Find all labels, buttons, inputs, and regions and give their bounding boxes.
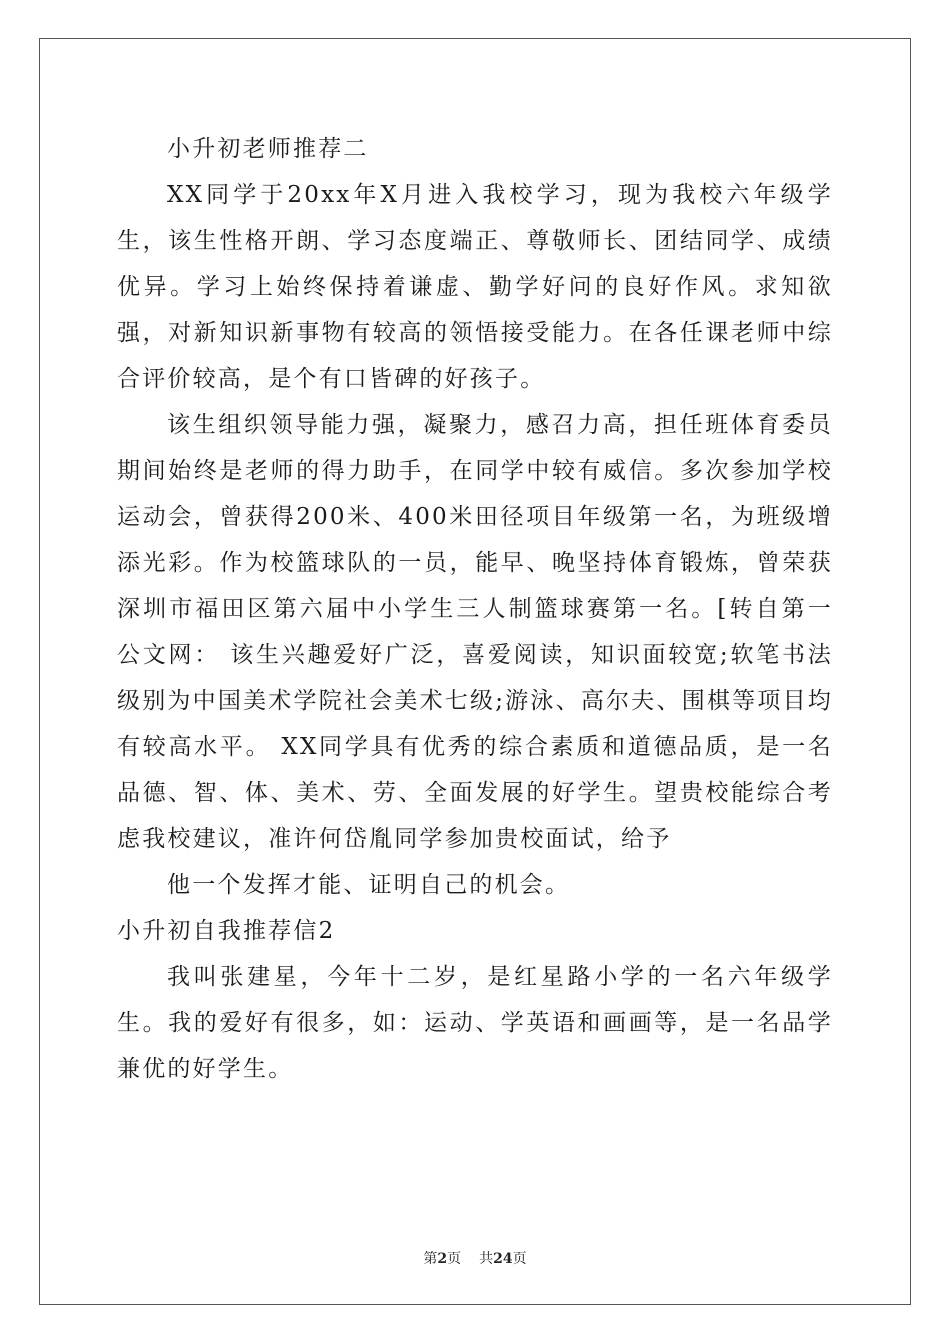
page-prefix: 第 bbox=[423, 1251, 438, 1267]
total-suffix: 页 bbox=[512, 1251, 527, 1267]
page-total: 24 bbox=[493, 1251, 513, 1267]
section-title: 小升初老师推荐二 bbox=[167, 136, 369, 162]
page-current: 2 bbox=[437, 1251, 448, 1267]
document-body bbox=[117, 126, 833, 1092]
section-title: 小升初自我推荐信2 bbox=[117, 918, 336, 944]
page-footer bbox=[0, 1248, 950, 1268]
total-prefix: 共 bbox=[479, 1251, 494, 1267]
paragraph: XX同学于20xx年X月进入我校学习，现为我校六年级学生，该生性格开朗、学习态度端正、尊敬师长、团结同学、成绩优异。学习上始终保持着谦虚、勤学好问的良好作风。求知欲强，对新知识新事物有较高的领悟接受能力。在各任课老师中综合评价较高，是个有口皆碑的好孩子。 bbox=[117, 182, 833, 392]
paragraph: 该生组织领导能力强，凝聚力，感召力高，担任班体育委员期间始终是老师的得力助手，在同学中较有威信。多次参加学校运动会，曾获得200米、400米田径项目年级第一名，为班级增添光彩。作为校篮球队的一员，能早、晚坚持体育锻炼，曾荣获深圳市福田区第六届中小学生三人制篮球赛第一名。[转自第一公文网： 该生兴趣爱好广泛，喜爱阅读，知识面较宽;软笔书法级别为中国美术学院社会美术七级;游泳、高尔夫、围棋等项目均有较高水平。 XX同学具有优秀的综合素质和道德品质，是一名品德、智、体、美术、劳、全面发展的好学生。望贵校能综合考虑我校建议，准许何岱胤同学参加贵校面试，给予 bbox=[117, 412, 833, 852]
page-suffix: 页 bbox=[447, 1251, 462, 1267]
paragraph: 他一个发挥才能、证明自己的机会。 bbox=[167, 872, 571, 898]
paragraph: 我叫张建星，今年十二岁，是红星路小学的一名六年级学生。我的爱好有很多，如：运动、学英语和画画等，是一名品学兼优的好学生。 bbox=[117, 964, 833, 1082]
